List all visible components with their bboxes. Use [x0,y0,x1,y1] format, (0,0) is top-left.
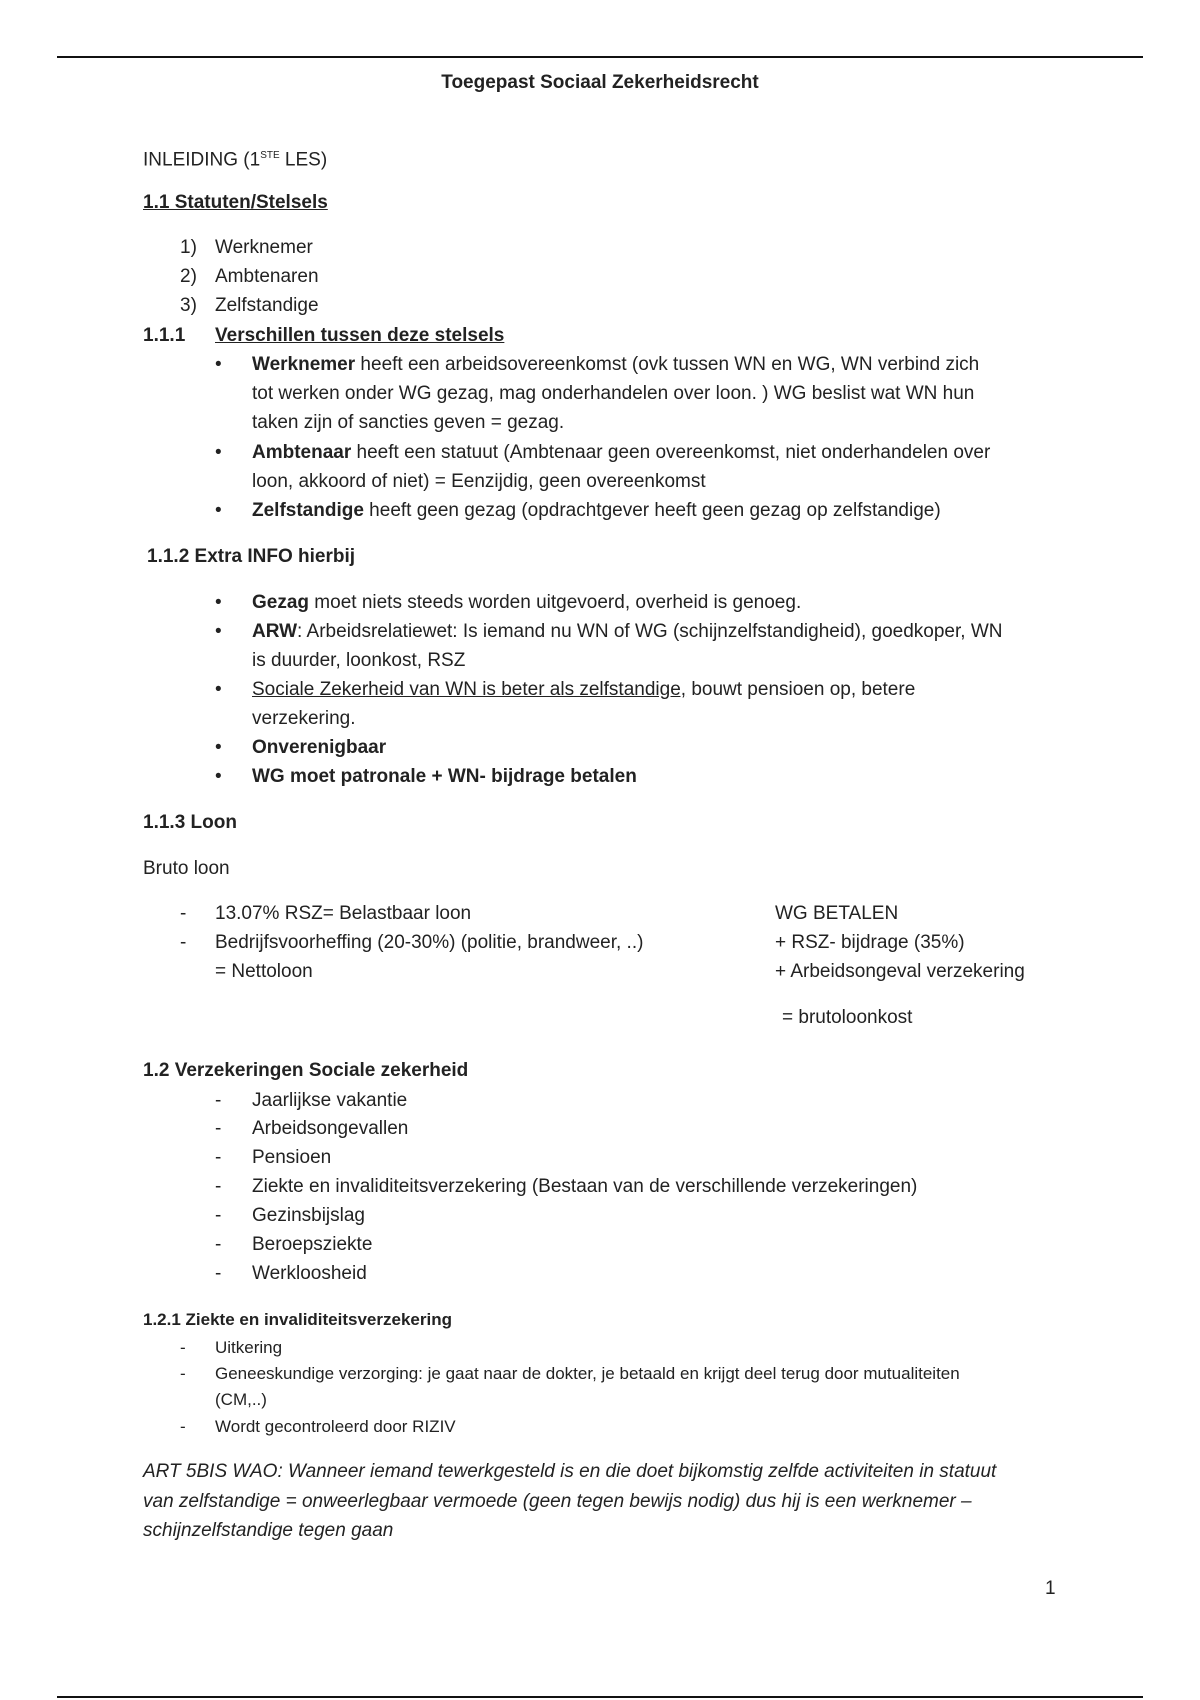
bullet-onverenigbaar: Onverenigbaar [252,737,387,758]
bullet-werknemer-line3: taken zijn of sancties geven = gezag. [252,412,565,433]
bottom-rule [57,1696,1143,1698]
bold-term: Werknemer [252,354,356,375]
art-paragraph-line3: schijnzelfstandige tegen gaan [143,1520,394,1541]
bullet-ambtenaar-line1 [252,439,990,467]
marker-2: 2) [180,266,197,287]
bullet-ambtenaar-line2: loon, akkoord of niet) = Eenzijdig, geen overeenkomst [252,471,706,492]
intro-pre: INLEIDING (1 [143,149,261,171]
bruto-loon: Bruto loon [143,858,230,879]
loon-right-1: WG BETALEN [775,903,899,924]
underlined-text: Sociale Zekerheid van WN is beter als zelfstandige, [252,679,687,700]
dash-icon: - [180,1417,186,1436]
bullet-sociale-zekerheid-line1 [252,676,915,704]
text: heeft een statuut (Ambtenaar geen overeenkomst, niet onderhandelen over [351,442,991,463]
dash-icon: - [180,903,187,924]
bullet-icon: • [215,442,222,463]
dash-icon: - [215,1205,222,1226]
bullet-icon: • [215,500,222,521]
verzekering-item-5: Gezinsbijslag [252,1205,365,1226]
bullet-gezag [252,589,801,617]
bullet-icon: • [215,621,222,642]
verzekering-item-1: Jaarlijkse vakantie [252,1090,408,1111]
list-item-zelfstandige: Zelfstandige [215,295,319,316]
art-paragraph-line1: ART 5BIS WAO: Wanneer iemand tewerkgesteld is en die doet bijkomstig zelfde activiteiten in statuut [143,1461,997,1482]
bullet-arw-line1 [252,618,1002,646]
dash-icon: - [180,1338,186,1357]
ziekte-item-3: Wordt gecontroleerd door RIZIV [215,1417,456,1436]
dash-icon: - [215,1234,222,1255]
bullet-icon: • [215,592,222,613]
bullet-icon: • [215,737,222,758]
heading-1-1-3: 1.1.3 Loon [143,812,237,833]
top-rule [57,56,1143,58]
bullet-zelfstandige-line1 [252,497,941,525]
bullet-werknemer-line1 [252,351,979,379]
text: : Arbeidsrelatiewet: Is iemand nu WN of WG (schijnzelfstandigheid), goedkoper, WN [297,621,1003,642]
text: heeft een arbeidsovereenkomst (ovk tussen WN en WG, WN verbind zich [355,354,980,375]
marker-1: 1) [180,237,197,258]
loon-left-2: Bedrijfsvoorheffing (20-30%) (politie, brandweer, ..) [215,932,644,953]
text: bouwt pensioen op, betere [686,679,916,700]
intro-heading [143,142,327,174]
ziekte-item-2-cont: (CM,..) [215,1390,267,1409]
heading-1-2: 1.2 Verzekeringen Sociale zekerheid [143,1060,469,1081]
text: moet niets steeds worden uitgevoerd, overheid is genoeg. [309,592,802,613]
ziekte-item-2: Geneeskundige verzorging: je gaat naar de dokter, je betaald en krijgt deel terug door mutualiteiten [215,1364,960,1383]
ziekte-item-1: Uitkering [215,1338,283,1357]
bullet-icon: • [215,766,222,787]
heading-1-1-2: 1.1.2 Extra INFO hierbij [147,546,356,567]
dash-icon: - [180,932,187,953]
verzekering-item-3: Pensioen [252,1147,332,1168]
bullet-wg-betalen: WG moet patronale + WN- bijdrage betalen [252,766,637,787]
bold-term: ARW [252,621,298,642]
heading-1-1-1: Verschillen tussen deze stelsels [215,325,505,346]
intro-sup: STE [260,150,280,161]
dash-icon: - [215,1118,222,1139]
list-item-werknemer: Werknemer [215,237,313,258]
list-item-ambtenaren: Ambtenaren [215,266,319,287]
heading-1-2-1: 1.2.1 Ziekte en invaliditeitsverzekering [143,1310,452,1329]
verzekering-item-6: Beroepsziekte [252,1234,373,1255]
bullet-sociale-zekerheid-line2: verzekering. [252,708,356,729]
dash-icon: - [215,1263,222,1284]
loon-left-3: = Nettoloon [215,961,313,982]
dash-icon: - [215,1176,222,1197]
page-title: Toegepast Sociaal Zekerheidsrecht [441,72,759,93]
loon-right-2: + RSZ- bijdrage (35%) [775,932,965,953]
verzekering-item-4: Ziekte en invaliditeitsverzekering (Bestaan van de verschillende verzekeringen) [252,1176,918,1197]
loon-right-4: = brutoloonkost [782,1007,913,1028]
bullet-icon: • [215,679,222,700]
art-paragraph-line2: van zelfstandige = onweerlegbaar vermoede (geen tegen bewijs nodig) dus hij is een werknemer – [143,1491,972,1512]
text: heeft geen gezag (opdrachtgever heeft geen gezag op zelfstandige) [363,500,941,521]
marker-3: 3) [180,295,197,316]
bold-term: Gezag [252,592,310,613]
bold-term: Ambtenaar [252,442,352,463]
intro-post: LES) [279,149,328,171]
page-number: 1 [1045,1578,1056,1599]
loon-left-1: 13.07% RSZ= Belastbaar loon [215,903,472,924]
heading-1-1-1-number: 1.1.1 [143,325,186,346]
bullet-icon: • [215,354,222,375]
dash-icon: - [180,1364,186,1383]
loon-right-3: + Arbeidsongeval verzekering [775,961,1025,982]
dash-icon: - [215,1147,222,1168]
heading-1-1: 1.1 Statuten/Stelsels [143,192,328,213]
verzekering-item-2: Arbeidsongevallen [252,1118,409,1139]
bold-term: Zelfstandige [252,500,364,521]
verzekering-item-7: Werkloosheid [252,1263,367,1284]
bullet-werknemer-line2: tot werken onder WG gezag, mag onderhandelen over loon. ) WG beslist wat WN hun [252,383,975,404]
bullet-arw-line2: is duurder, loonkost, RSZ [252,650,466,671]
dash-icon: - [215,1090,222,1111]
